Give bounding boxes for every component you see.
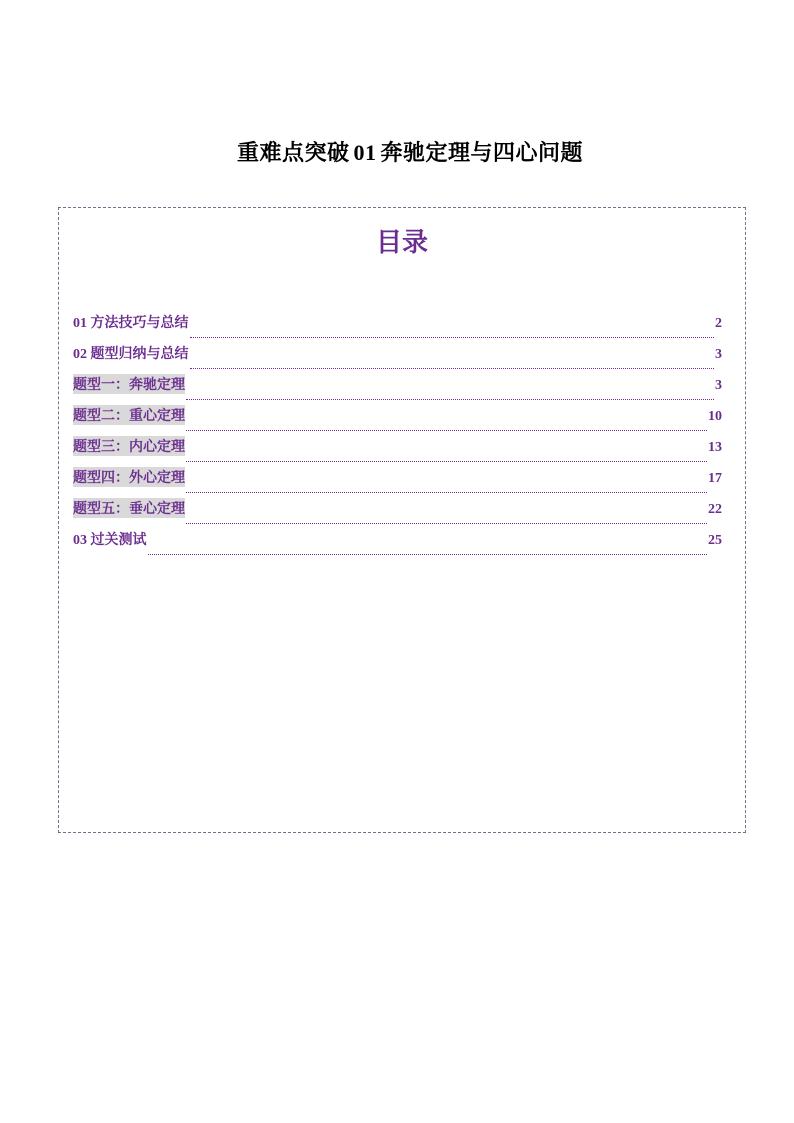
document-title [0,136,794,167]
toc-entry[interactable] [73,436,722,467]
toc-entry[interactable] [73,374,722,405]
toc-entry[interactable] [73,405,722,436]
toc-entry-label: 题型一：奔驰定理 [73,374,185,394]
toc-leader-dots [190,337,715,338]
toc-entry-page: 3 [715,378,722,393]
title-prefix: 重难点突破 [236,141,350,166]
toc-leader-dots [186,492,707,493]
toc-leader-dots [186,430,707,431]
toc-leader-dots [186,399,714,400]
toc-entry[interactable] [73,312,722,343]
toc-entry-page: 13 [708,440,722,455]
toc-leader-dots [186,461,707,462]
toc-entry[interactable] [73,498,722,529]
toc-leader-dots [190,368,715,369]
toc-entry-label: 01 方法技巧与总结 [73,316,189,331]
toc-entry-label: 题型三：内心定理 [73,436,185,456]
toc-entry-label: 题型二：重心定理 [73,405,185,425]
toc-heading: 目录 [375,228,428,258]
toc-entry-page: 17 [708,471,722,486]
toc-entry-page: 3 [715,347,722,362]
toc-entry-page: 25 [708,533,722,548]
toc-entry[interactable] [73,343,722,374]
toc-entry-page: 22 [708,502,722,517]
toc-entry-label: 题型四：外心定理 [73,467,185,487]
toc-leader-dots [148,554,708,555]
toc-entry[interactable] [73,467,722,498]
toc-leader-dots [186,523,707,524]
toc-entry-label: 02 题型归纳与总结 [73,347,189,362]
toc-entry-page: 10 [708,409,722,424]
title-number: 01 [353,140,377,165]
title-suffix: 奔驰定理与四心问题 [380,141,584,166]
toc-list [73,312,722,560]
toc-entry[interactable] [73,529,722,560]
toc-entry-label: 03 过关测试 [73,533,147,548]
table-of-contents [58,207,746,833]
toc-entry-label: 题型五：垂心定理 [73,498,185,518]
toc-entry-page: 2 [715,316,722,331]
